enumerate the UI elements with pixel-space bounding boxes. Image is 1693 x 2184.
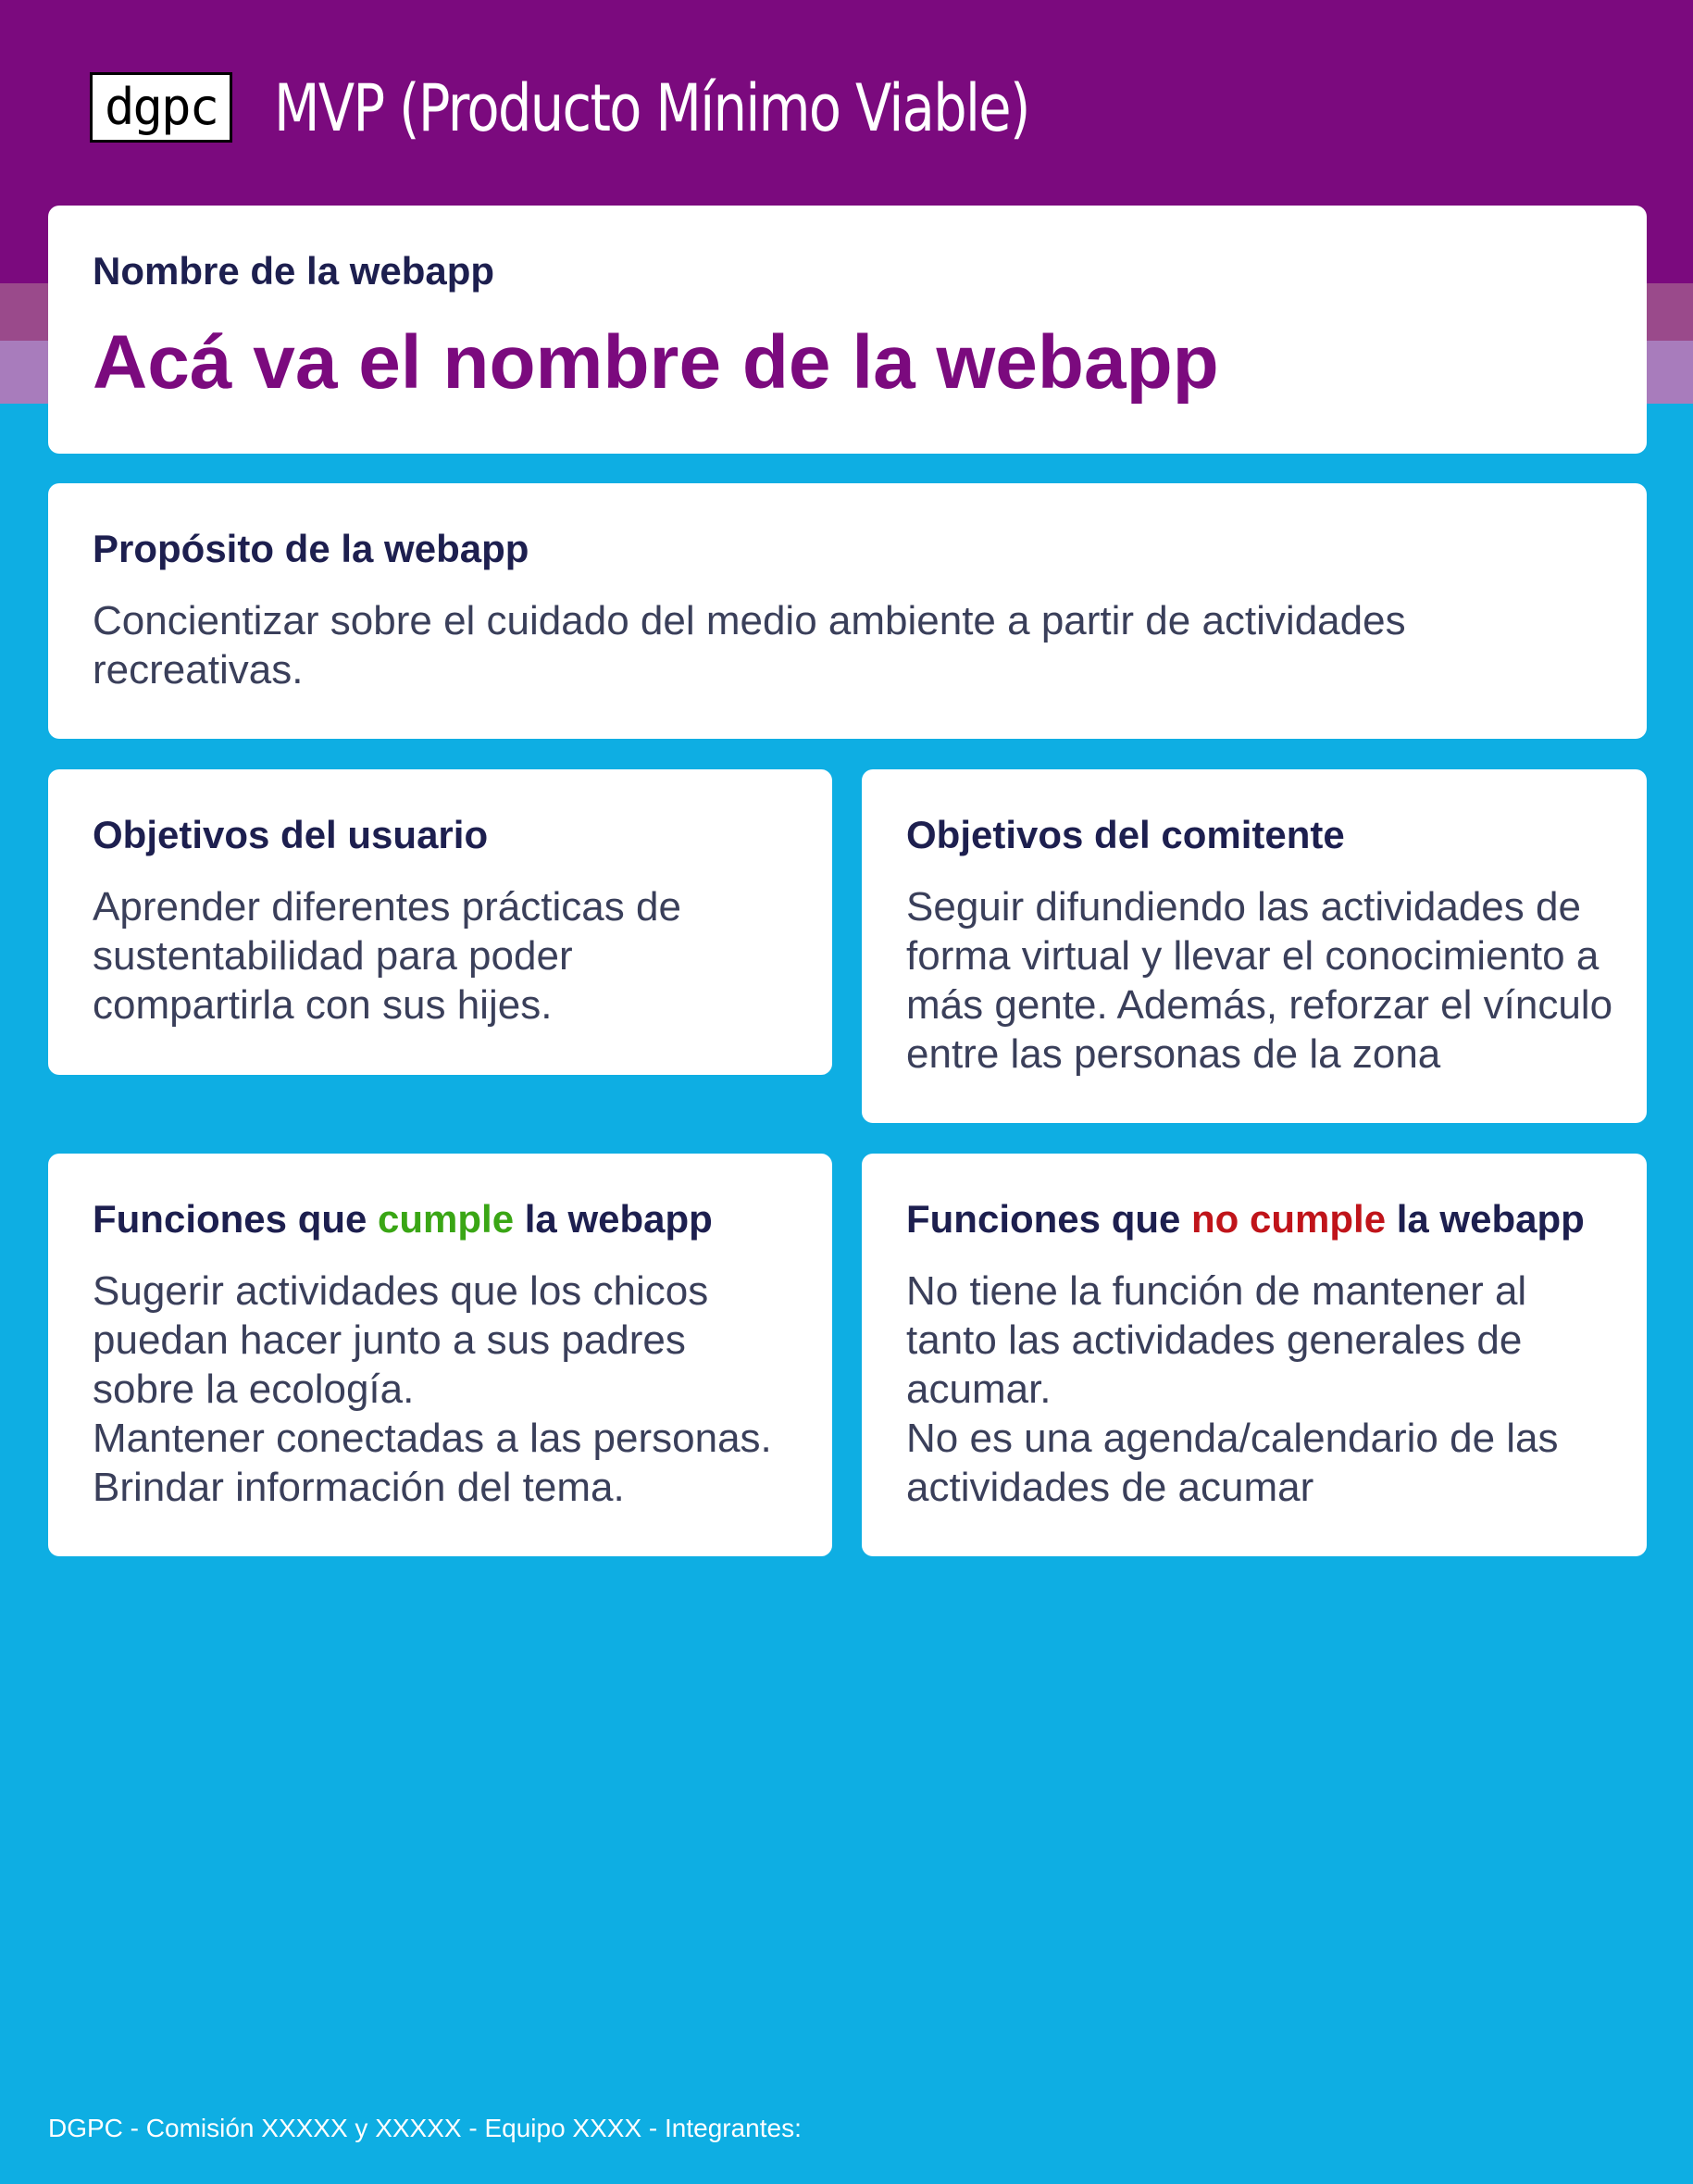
- client-goals-text: Seguir difundiendo las actividades de forma virtual y llevar el conocimiento a más gente. Además, reforzar el vínculo entre las personas de la zona: [906, 884, 1613, 1077]
- webapp-purpose-card: [48, 483, 1647, 739]
- client-goals-card: [862, 769, 1647, 1123]
- webapp-name-value: Acá va el nombre de la webapp: [93, 320, 1219, 405]
- functions-doesnt-label-suffix: la webapp: [1386, 1197, 1585, 1241]
- functions-doesnt-label-prefix: Funciones que: [906, 1197, 1192, 1241]
- dgpc-logo: [90, 72, 232, 143]
- user-goals-card: [48, 769, 832, 1075]
- webapp-purpose-label: Propósito de la webapp: [93, 527, 529, 570]
- functions-does-card: [48, 1154, 832, 1556]
- functions-does-label-suffix: la webapp: [514, 1197, 713, 1241]
- functions-doesnt-highlight: no cumple: [1191, 1197, 1387, 1241]
- functions-does-text: Sugerir actividades que los chicos puedan hacer junto a sus padres sobre la ecología. Mantener conectadas a las personas. Brindar información del tema.: [93, 1268, 772, 1510]
- functions-doesnt-text: No tiene la función de mantener al tanto las actividades generales de acumar. No es una agenda/calendario de las actividades de acumar: [906, 1268, 1559, 1510]
- user-goals-label: Objetivos del usuario: [93, 813, 489, 856]
- user-goals-text: Aprender diferentes prácticas de sustentabilidad para poder compartirla con sus hijes.: [93, 884, 681, 1028]
- page-title: MVP (Producto Mínimo Viable): [274, 70, 1029, 146]
- webapp-name-label: Nombre de la webapp: [93, 249, 495, 293]
- functions-does-label-prefix: Funciones que: [93, 1197, 379, 1241]
- footer-credits: DGPC - Comisión XXXXX y XXXXX - Equipo XXXX - Integrantes:: [48, 2114, 802, 2142]
- functions-does-label: [93, 1196, 810, 1242]
- client-goals-label: Objetivos del comitente: [906, 813, 1345, 856]
- functions-does-highlight: cumple: [378, 1197, 515, 1241]
- webapp-name-card: [48, 206, 1647, 454]
- webapp-purpose-text: Concientizar sobre el cuidado del medio ambiente a partir de actividades recreativas.: [93, 598, 1406, 693]
- functions-doesnt-label: [906, 1196, 1625, 1242]
- functions-doesnt-card: [862, 1154, 1647, 1556]
- logo-text: dgpc: [104, 78, 218, 136]
